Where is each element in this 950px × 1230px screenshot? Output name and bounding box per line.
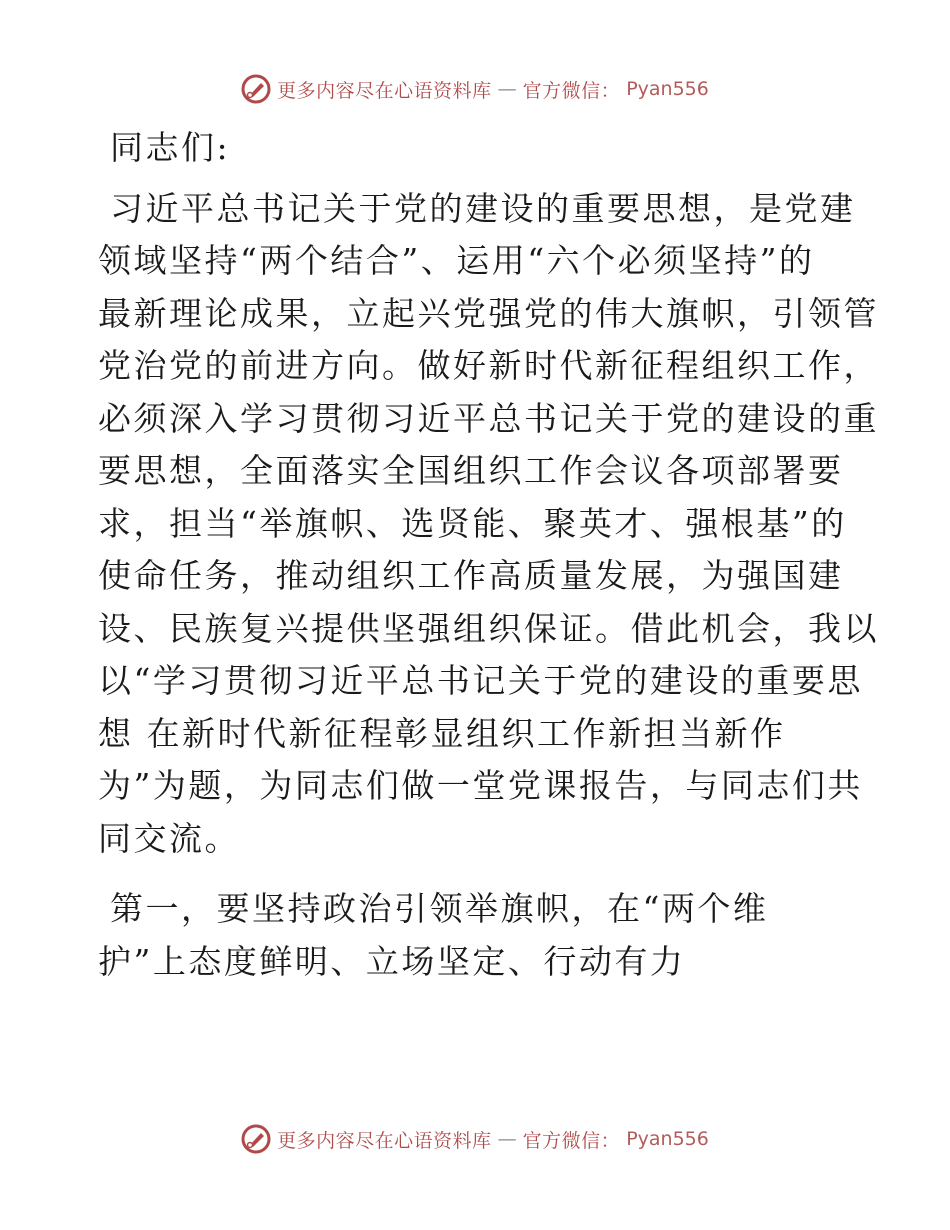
watermark-label: 官方微信： xyxy=(522,79,621,102)
watermark-wechat-id: Pyan556 xyxy=(626,1128,709,1150)
paragraph-line: 同交流。 xyxy=(98,818,240,858)
paragraph-line: 以“学习贯彻习近平总书记关于党的建设的重要思 xyxy=(98,661,863,700)
paragraph-line: 最新理论成果，立起兴党强党的伟大旗帜，引领管 xyxy=(98,293,879,333)
greeting: 同志们: xyxy=(110,128,231,167)
paragraph-line: 想 在新时代新征程彰显组织工作新担当新作 xyxy=(98,713,786,753)
document-body xyxy=(98,122,879,988)
paragraph-line: 党治党的前进方向。做好新时代新征程组织工作， xyxy=(98,346,879,385)
watermark-label: 官方微信： xyxy=(522,1129,621,1152)
paragraph-1 xyxy=(98,183,879,866)
pen-logo-icon xyxy=(241,1124,271,1154)
watermark-text: 更多内容尽在心语资料库 xyxy=(277,1129,492,1152)
paragraph-line: 设、民族复兴提供坚强组织保证。借此机会，我以 xyxy=(98,608,879,648)
watermark-separator: — xyxy=(497,78,517,100)
heading-line: 第一，要坚持政治引领举旗帜，在“两个维 xyxy=(110,889,769,928)
paragraph-line: 要思想，全面落实全国组织工作会议各项部署要 xyxy=(98,451,844,490)
heading-line: 护”上态度鲜明、立场坚定、行动有力 xyxy=(98,941,686,981)
paragraph-line: 使命任务，推动组织工作高质量发展，为强国建 xyxy=(98,556,844,595)
watermark-text: 更多内容尽在心语资料库 xyxy=(277,79,492,102)
paragraph-line: 习近平总书记关于党的建设的重要思想，是党建 xyxy=(110,188,856,228)
watermark-wechat-id: Pyan556 xyxy=(626,78,709,100)
watermark-separator: — xyxy=(497,1128,517,1150)
paragraph-line: 为”为题，为同志们做一堂党课报告，与同志们共 xyxy=(98,766,863,805)
pen-logo-icon xyxy=(241,74,271,104)
paragraph-line: 领域坚持“两个结合”、运用“六个必须坚持”的 xyxy=(98,241,815,280)
footer-watermark xyxy=(0,1124,950,1154)
header-watermark xyxy=(0,74,950,104)
section-heading-1 xyxy=(98,883,858,988)
paragraph-line: 必须深入学习贯彻习近平总书记关于党的建设的重 xyxy=(98,398,879,438)
paragraph-line: 求，担当“举旗帜、选贤能、聚英才、强根基”的 xyxy=(98,503,847,543)
